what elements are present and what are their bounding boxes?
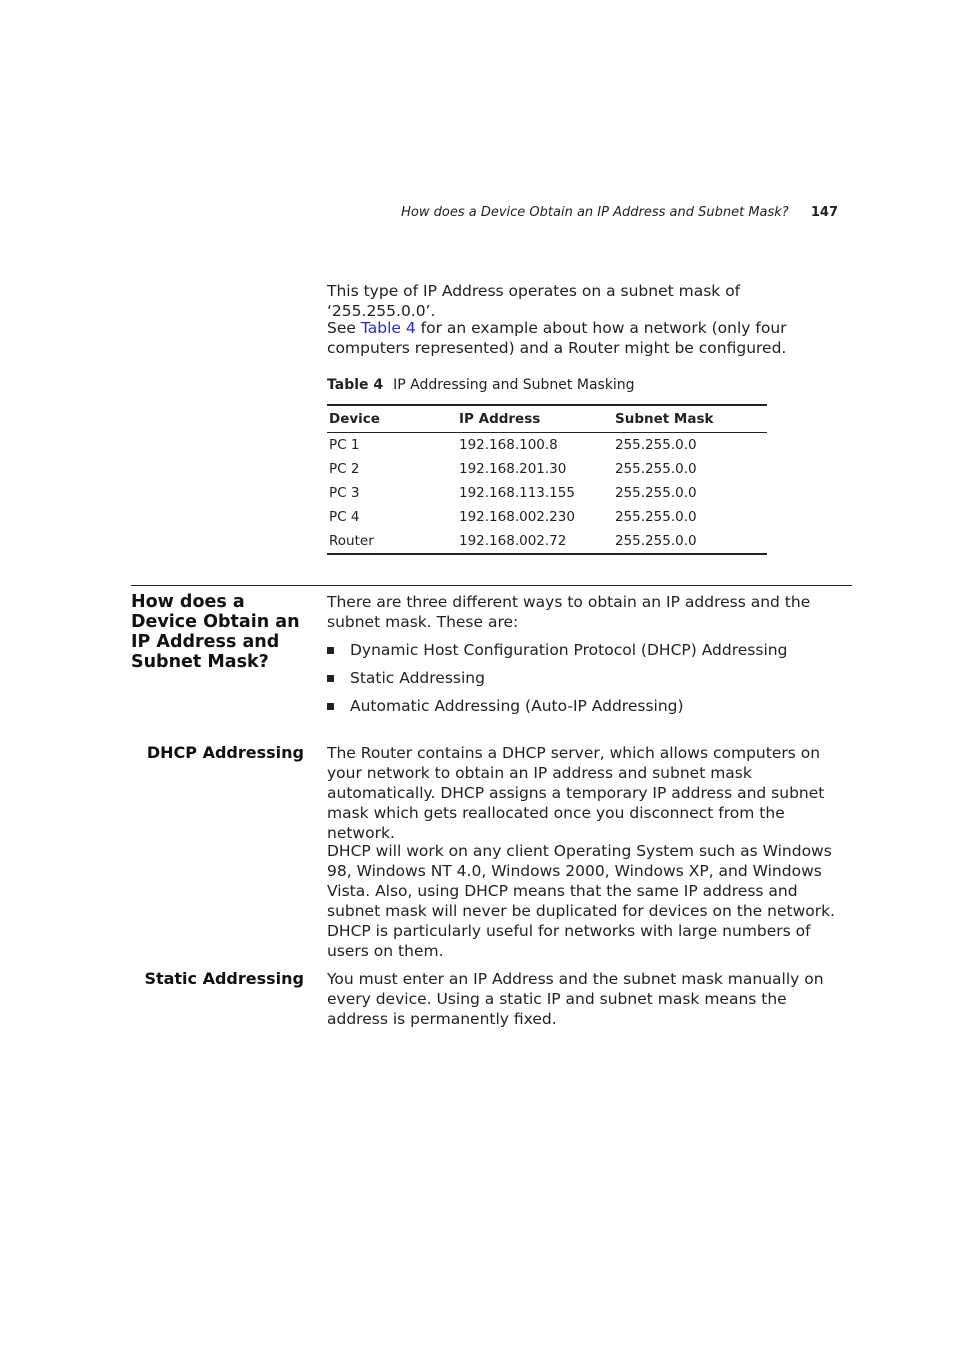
table-row — [327, 457, 767, 481]
table-cell-device: Router — [327, 529, 457, 554]
bullet-square-icon — [327, 703, 334, 710]
list-item-text: Dynamic Host Configuration Protocol (DHCP) Addressing — [350, 641, 788, 659]
list-item — [327, 640, 787, 668]
table-cell-device: PC 4 — [329, 509, 360, 525]
list-item-text: Automatic Addressing (Auto-IP Addressing) — [350, 697, 684, 715]
table-cell-device: PC 1 — [329, 437, 360, 453]
addressing-methods-list — [327, 640, 787, 724]
table-row — [327, 433, 767, 458]
table-row — [327, 481, 767, 505]
column-header-ip-address: IP Address — [457, 405, 613, 433]
dhcp-paragraph-2: DHCP will work on any client Operating System such as Windows 98, Windows NT 4.0, Windows 2000, Windows XP, and Windows Vista. Also, using DHCP means that the same IP address and subnet mask will never be duplicated for devices on the network. DHCP is particularly useful for networks with large numbers of users on them. — [327, 842, 836, 960]
ip-addressing-table — [327, 404, 767, 555]
static-addressing-heading: Static Addressing — [144, 969, 304, 988]
intro-paragraph-2-prefix: See — [327, 319, 361, 337]
intro-paragraph-2 — [327, 318, 843, 358]
table-caption-label: Table 4 — [327, 377, 384, 393]
bullet-square-icon — [327, 647, 334, 654]
table-cell-ip-address: 192.168.113.155 — [459, 485, 575, 501]
table-row — [327, 529, 767, 554]
table-caption-text: IP Addressing and Subnet Masking — [393, 377, 635, 393]
table-cell-subnet-mask: 255.255.0.0 — [615, 485, 697, 501]
table-header-row — [327, 405, 767, 433]
section-heading: How does a Device Obtain an IP Address and Subnet Mask? — [131, 592, 300, 672]
list-item — [327, 696, 787, 724]
intro-paragraph-2-suffix: for an example about how a network (only four computers represented) and a Router might be configured. — [327, 319, 787, 357]
section-intro: There are three different ways to obtain an IP address and the subnet mask. These are: — [327, 593, 811, 631]
running-header-title: How does a Device Obtain an IP Address and Subnet Mask? — [401, 205, 789, 220]
section-divider — [131, 585, 852, 586]
table-cell-subnet-mask: 255.255.0.0 — [613, 529, 767, 554]
table-cell-subnet-mask: 255.255.0.0 — [615, 461, 697, 477]
table-caption — [327, 377, 635, 393]
bullet-square-icon — [327, 675, 334, 682]
table-cell-ip-address: 192.168.201.30 — [459, 461, 567, 477]
column-header-device: Device — [327, 405, 457, 433]
column-header-subnet-mask: Subnet Mask — [613, 405, 767, 433]
table-cell-ip-address: 192.168.002.72 — [457, 529, 613, 554]
static-paragraph-1: You must enter an IP Address and the subnet mask manually on every device. Using a static IP and subnet mask means the address is permanently fixed. — [327, 970, 824, 1028]
running-header — [401, 205, 838, 220]
table-cell-subnet-mask: 255.255.0.0 — [615, 509, 697, 525]
list-item — [327, 668, 787, 696]
table-cell-device: PC 3 — [329, 485, 360, 501]
intro-paragraph-1: This type of IP Address operates on a subnet mask of ‘255.255.0.0’. — [327, 282, 741, 320]
list-item-text: Static Addressing — [350, 669, 485, 687]
table-4-link[interactable]: Table 4 — [360, 319, 416, 337]
table-row — [327, 505, 767, 529]
dhcp-addressing-heading: DHCP Addressing — [146, 743, 304, 762]
table-cell-subnet-mask: 255.255.0.0 — [615, 437, 697, 453]
dhcp-paragraph-1: The Router contains a DHCP server, which allows computers on your network to obtain an IP address and subnet mask automatically. DHCP assigns a temporary IP address and subnet mask which gets reallocated once you disconnect from the network. — [327, 744, 825, 842]
page-number: 147 — [810, 205, 838, 220]
table-cell-device: PC 2 — [329, 461, 360, 477]
table-cell-ip-address: 192.168.100.8 — [459, 437, 558, 453]
table-cell-ip-address: 192.168.002.230 — [459, 509, 575, 525]
